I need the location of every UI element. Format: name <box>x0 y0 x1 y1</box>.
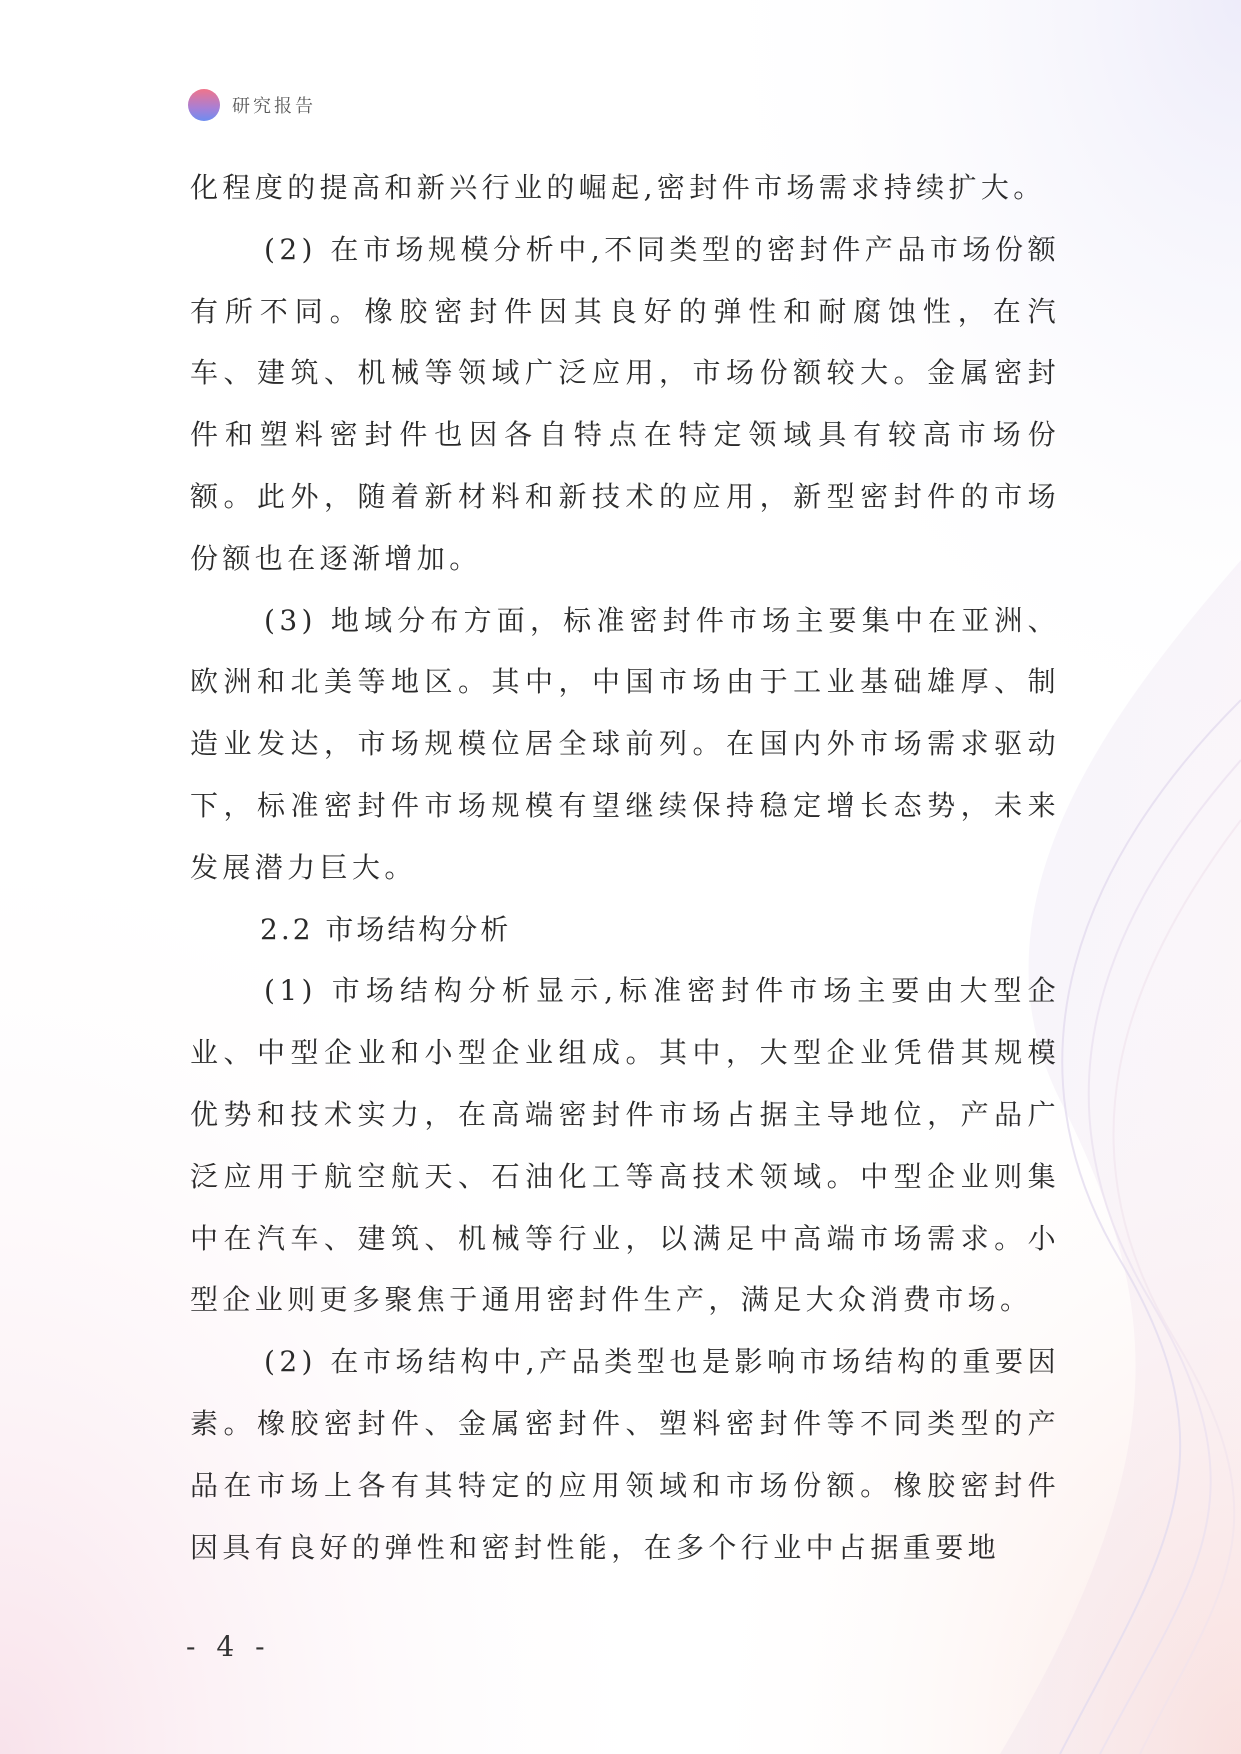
document-body <box>190 157 1060 1578</box>
page-number: - 4 - <box>186 1630 271 1663</box>
paragraph-market-structure-2: (2) 在市场结构中,产品类型也是影响市场结构的重要因素。橡胶密封件、金属密封件、塑料密封件等不同类型的产品在市场上各有其特定的应用领域和市场份额。橡胶密封件因具有良好的弹性和密封性能，在多个行业中占据重要地 <box>190 1345 1060 1564</box>
header-title: 研究报告 <box>232 96 316 117</box>
page-header <box>188 88 316 122</box>
paragraph-market-structure-1: (1) 市场结构分析显示,标准密封件市场主要由大型企业、中型企业和小型企业组成。其中，大型企业凭借其规模优势和技术实力，在高端密封件市场占据主导地位，产品广泛应用于航空航天、石油化工等高技术领域。中型企业则集中在汽车、建筑、机械等行业，以满足中高端市场需求。小型企业则更多聚焦于通用密封件生产，满足大众消费市场。 <box>190 974 1060 1317</box>
paragraph-market-size-3: (3) 地域分布方面，标准密封件市场主要集中在亚洲、欧洲和北美等地区。其中，中国市场由于工业基础雄厚、制造业发达，市场规模位居全球前列。在国内外市场需求驱动下，标准密封件市场规模有望继续保持稳定增长态势，未来发展潜力巨大。 <box>190 603 1060 884</box>
section-heading-2-2: 2.2 市场结构分析 <box>260 912 512 946</box>
paragraph-continued: 化程度的提高和新兴行业的崛起,密封件市场需求持续扩大。 <box>190 171 1046 204</box>
paragraph-market-size-2: (2) 在市场规模分析中,不同类型的密封件产品市场份额有所不同。橡胶密封件因其良好的弹性和耐腐蚀性，在汽车、建筑、机械等领域广泛应用，市场份额较大。金属密封件和塑料密封件也因各自特点在特定领域具有较高市场份额。此外，随着新材料和新技术的应用，新型密封件的市场份额也在逐渐增加。 <box>190 232 1060 575</box>
report-logo-icon <box>188 89 220 121</box>
